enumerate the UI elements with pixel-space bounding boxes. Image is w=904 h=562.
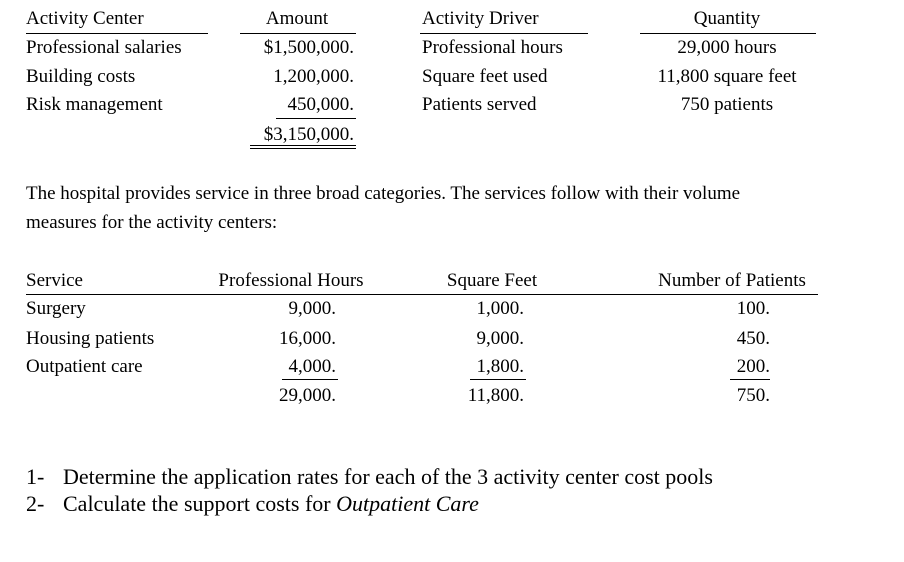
intro-paragraph-line-1: The hospital provides service in three broad categories. The services follow with their volume [26, 183, 741, 204]
question-text [63, 493, 479, 515]
sqft-underline [470, 379, 526, 380]
header-service: Service [26, 270, 83, 291]
cell-center: Professional salaries [26, 37, 182, 58]
hours-total: 29,000. [279, 385, 336, 406]
cell-patients: 100. [736, 298, 770, 319]
question-text: Determine the application rates for each of the 3 activity center cost pools [63, 464, 713, 489]
cell-amount: 1,200,000. [273, 66, 354, 87]
patients-underline [730, 379, 770, 380]
cell-sqft: 9,000. [476, 328, 524, 349]
question-number: 2- [26, 491, 45, 516]
sqft-total: 11,800. [467, 385, 524, 406]
intro-paragraph-line-2: measures for the activity centers: [26, 212, 278, 233]
cell-amount: $1,500,000. [263, 37, 354, 58]
amount-total: $3,150,000. [263, 124, 354, 145]
cell-hours: 9,000. [288, 298, 336, 319]
header-quantity: Quantity [693, 8, 761, 29]
header-rule [240, 33, 356, 34]
cell-sqft: 1,800. [476, 356, 524, 377]
cell-amount: 450,000. [287, 94, 354, 115]
question-text-prefix: Calculate the support costs for [63, 491, 337, 516]
cell-center: Building costs [26, 66, 136, 87]
cell-driver: Professional hours [422, 37, 563, 58]
header-activity-center: Activity Center [26, 8, 144, 29]
cell-center: Risk management [26, 94, 163, 115]
amount-underline [276, 118, 356, 119]
header-square-feet: Square Feet [446, 270, 538, 291]
hours-underline [282, 379, 338, 380]
cell-quantity: 29,000 hours [677, 37, 777, 58]
cell-service: Surgery [26, 298, 86, 319]
header-rule [640, 33, 816, 34]
cell-service: Housing patients [26, 328, 155, 349]
cell-patients: 450. [736, 328, 770, 349]
cell-quantity: 750 patients [680, 94, 774, 115]
cell-patients: 200. [736, 356, 770, 377]
header-number-of-patients: Number of Patients [658, 270, 806, 291]
header-professional-hours: Professional Hours [218, 270, 364, 291]
cell-service: Outpatient care [26, 356, 143, 377]
question-number: 1- [26, 464, 45, 489]
patients-total: 750. [736, 385, 770, 406]
header-amount: Amount [265, 8, 329, 29]
cell-hours: 4,000. [288, 356, 336, 377]
header-rule [26, 33, 208, 34]
cell-quantity: 11,800 square feet [657, 66, 797, 87]
total-double-underline [250, 145, 356, 149]
question-text-emphasis: Outpatient Care [336, 491, 479, 516]
header-activity-driver: Activity Driver [422, 8, 539, 29]
cell-hours: 16,000. [279, 328, 336, 349]
cell-driver: Square feet used [422, 66, 548, 87]
cell-driver: Patients served [422, 94, 537, 115]
header-rule [420, 33, 588, 34]
header-rule [26, 294, 818, 295]
cell-sqft: 1,000. [476, 298, 524, 319]
